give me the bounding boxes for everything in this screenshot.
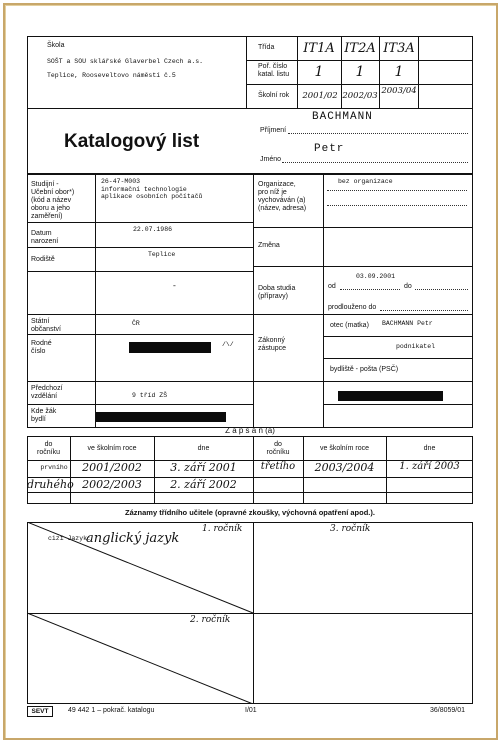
catalog-number-label: Poř. číslo katal. listu xyxy=(258,63,290,78)
year-1-note: 1. ročník xyxy=(202,524,243,534)
father-label: otec (matka) xyxy=(330,322,369,329)
enrollment-title: Z a p s á n (a) xyxy=(225,426,275,435)
school-year-label: Školní rok xyxy=(258,92,290,99)
enroll-r1-date-2: 1. září 2003 xyxy=(399,461,460,472)
enroll-header-year-2: ve školním roce xyxy=(319,445,370,452)
citizenship-label: Státní občanství xyxy=(31,318,61,333)
catalog-number-2: 1 xyxy=(355,64,365,80)
study-from-label: od xyxy=(328,283,336,290)
legal-rep-label: Zákonný zástupce xyxy=(258,337,287,352)
enroll-header-grade-2: do ročníku xyxy=(266,441,290,456)
citizenship-value: ČR xyxy=(132,320,140,327)
enroll-r1-grade: prvního xyxy=(40,464,68,471)
header-block xyxy=(27,36,473,174)
organization-value: bez organizace xyxy=(338,178,393,185)
father-value: BACHMANN Petr xyxy=(382,320,433,327)
foreign-lang-label: cizí Jazyk: xyxy=(48,535,91,542)
residence-label: Kde žák bydlí xyxy=(31,408,57,423)
class-2: IT2A xyxy=(344,41,376,56)
teacher-notes-title: Záznamy třídního učitele (opravné zkoušky, výchovná opatření apod.). xyxy=(125,508,375,517)
birthplace-value: Teplice xyxy=(148,251,176,258)
study-to-label: do xyxy=(404,283,412,290)
catalog-number-3: 1 xyxy=(394,64,404,80)
foreign-lang-value: anglický jazyk xyxy=(86,531,180,546)
school-year-1: 2001/02 xyxy=(302,91,338,101)
birthplace-label: Rodiště xyxy=(31,256,55,263)
previous-edu-label: Předchozí vzdělání xyxy=(31,385,63,400)
class-1: IT1A xyxy=(303,41,335,56)
school-name: SOŠT a SOU sklářské Glaverbel Czech a.s. xyxy=(47,58,204,65)
previous-edu-value: 9 tříd ZŠ xyxy=(132,392,168,399)
birth-number-suffix: /\/ xyxy=(222,341,234,348)
class-label: Třída xyxy=(258,44,275,51)
study-period-label: Doba studia (přípravy) xyxy=(258,285,296,300)
enroll-header-year-1: ve školním roce xyxy=(87,445,137,452)
firstname-value: Petr xyxy=(314,143,345,155)
organization-label: Organizace, pro níž je vychováván (a) (název, adresa) xyxy=(258,181,307,212)
firstname-label: Jméno xyxy=(260,156,282,163)
sevt-logo xyxy=(27,706,53,717)
form-code: 49 442 1 – pokrač. katalogu xyxy=(68,707,155,714)
birth-number-label: Rodné číslo xyxy=(31,340,52,355)
page-title: Katalogový list xyxy=(64,131,200,152)
residence-postal-redacted xyxy=(338,391,443,401)
study-from-value: 03.09.2001 xyxy=(356,273,396,280)
birth-number-redacted xyxy=(129,342,211,353)
birth-date-label: Datum narození xyxy=(31,230,59,245)
year-3-note: 3. ročník xyxy=(330,524,371,534)
year-2-note: 2. ročník xyxy=(190,615,231,625)
enroll-r2-date: 2. září 2002 xyxy=(170,478,237,491)
sevt-logo-text: SEVT xyxy=(31,708,49,715)
form-edition: I/01 xyxy=(245,707,257,714)
study-extended-label: prodlouženo do xyxy=(328,304,377,311)
job-value: podnikatel xyxy=(396,343,436,350)
enroll-r1-grade-2: třetího xyxy=(260,461,296,472)
personal-block xyxy=(27,174,473,428)
enroll-header-date-1: dne xyxy=(197,445,210,452)
school-year-2: 2002/03 xyxy=(342,91,378,101)
enroll-r1-year: 2001/2002 xyxy=(82,461,142,474)
enroll-r1-date: 3. září 2001 xyxy=(170,461,237,474)
enroll-r2-grade: druhého xyxy=(27,478,74,491)
class-3: IT3A xyxy=(383,41,415,56)
change-label: Změna xyxy=(258,242,280,249)
school-year-3: 2003/04 xyxy=(381,86,417,96)
form-ref: 36/8059/01 xyxy=(430,707,466,714)
surname-value: BACHMANN xyxy=(312,111,373,123)
school-address: Teplice, Rooseveltovo náměstí č.5 xyxy=(47,72,176,79)
residence-redacted xyxy=(96,412,226,422)
field-of-study-label: Studijní - Učební obor*) (kód a název oboru a jeho zaměření) xyxy=(31,181,75,220)
dash-value: - xyxy=(172,282,177,291)
enroll-header-date-2: dne xyxy=(423,445,436,452)
catalog-number-1: 1 xyxy=(314,64,324,80)
enroll-header-grade-1: do ročníku xyxy=(37,441,60,456)
field-of-study-value: 26-47-M003 informační technologie aplikace osobních počítačů xyxy=(101,178,203,200)
enroll-r1-year-2: 2003/2004 xyxy=(314,461,375,474)
school-label: Škola xyxy=(47,42,65,49)
residence-postal-label: bydliště - pošta (PSČ) xyxy=(330,366,399,373)
birth-date-value: 22.07.1986 xyxy=(133,226,173,233)
enroll-r2-year: 2002/2003 xyxy=(82,478,142,491)
surname-label: Příjmení xyxy=(260,127,287,134)
strike-lines xyxy=(27,522,254,704)
